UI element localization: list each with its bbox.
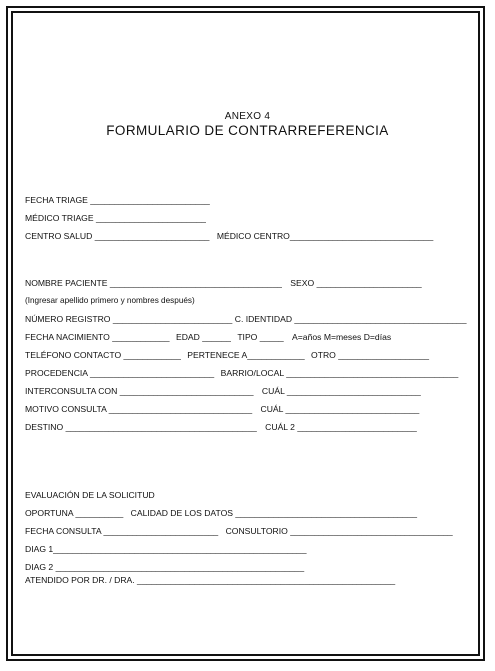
- cual-3-field[interactable]: CUÁL 2 _________________________: [265, 422, 417, 432]
- identidad-field[interactable]: C. IDENTIDAD ____________________________________: [234, 314, 467, 324]
- fecha-consulta-row: [25, 525, 453, 537]
- calidad-field[interactable]: CALIDAD DE LOS DATOS ______________________________________: [130, 508, 418, 518]
- apellido-note: [25, 295, 195, 307]
- barrio-field[interactable]: BARRIO/LOCAL ____________________________________: [220, 368, 459, 378]
- procedencia-field[interactable]: PROCEDENCIA __________________________: [25, 368, 215, 378]
- diag-1-row: [25, 543, 307, 555]
- motivo-field[interactable]: MOTIVO CONSULTA ______________________________: [25, 404, 253, 414]
- oportuna-row: [25, 507, 417, 519]
- tipo-field[interactable]: TIPO _____: [237, 332, 284, 342]
- numero-registro-field[interactable]: NÚMERO REGISTRO _________________________: [25, 314, 233, 324]
- procedencia-row: [25, 367, 458, 379]
- atendido-row: [25, 574, 395, 586]
- cual-2-field[interactable]: CUÁL ____________________________: [260, 404, 420, 414]
- consultorio-field[interactable]: CONSULTORIO __________________________________: [225, 526, 453, 536]
- annex-label: ANEXO 4: [224, 111, 271, 122]
- destino-row: [25, 421, 417, 433]
- tipo-legend: A=años M=meses D=días: [292, 332, 392, 342]
- interconsulta-field[interactable]: INTERCONSULTA CON ____________________________: [25, 386, 254, 396]
- otro-field[interactable]: OTRO ___________________: [311, 350, 430, 360]
- diag-2-field[interactable]: DIAG 2 ____________________________________________________: [25, 562, 305, 572]
- centro-salud-field[interactable]: CENTRO SALUD ________________________: [25, 231, 210, 241]
- atendido-field[interactable]: ATENDIDO POR DR. / DRA. ______________________________________________________: [25, 575, 396, 585]
- numero-registro-row: [25, 313, 466, 325]
- pertenece-field[interactable]: PERTENECE A____________: [187, 350, 305, 360]
- telefono-field[interactable]: TELÉFONO CONTACTO ____________: [25, 350, 181, 360]
- diag-1-field[interactable]: DIAG 1_____________________________________________________: [25, 544, 307, 554]
- medico-centro-field[interactable]: MÉDICO CENTRO______________________________: [216, 231, 434, 241]
- apellido-note-text: (Ingresar apellido primero y nombres después): [25, 296, 195, 305]
- edad-field[interactable]: EDAD ______: [175, 332, 231, 342]
- fecha-consulta-field[interactable]: FECHA CONSULTA ________________________: [25, 526, 219, 536]
- medico-triage-field[interactable]: MÉDICO TRIAGE _______________________: [25, 213, 206, 223]
- sexo-field[interactable]: SEXO ______________________: [290, 278, 422, 288]
- motivo-row: [25, 403, 419, 415]
- form-title: FORMULARIO DE CONTRARREFERENCIA: [106, 123, 389, 138]
- nombre-paciente-field[interactable]: NOMBRE PACIENTE ____________________________________: [25, 278, 282, 288]
- nombre-paciente-row: [25, 277, 422, 289]
- interconsulta-row: [25, 385, 421, 397]
- destino-field[interactable]: DESTINO ________________________________________: [25, 422, 257, 432]
- fecha-nacimiento-field[interactable]: FECHA NACIMIENTO ____________: [25, 332, 170, 342]
- centro-salud-row: [25, 230, 433, 242]
- cual-1-field[interactable]: CUÁL ____________________________: [261, 386, 421, 396]
- telefono-row: [25, 349, 429, 361]
- fecha-nacimiento-row: [25, 331, 391, 343]
- fecha-triage-field[interactable]: FECHA TRIAGE _________________________: [25, 195, 210, 205]
- diag-2-row: [25, 561, 304, 573]
- fecha-triage-row: [25, 194, 210, 206]
- oportuna-field[interactable]: OPORTUNA __________: [25, 508, 124, 518]
- medico-triage-row: [25, 212, 206, 224]
- evaluacion-heading-row: [25, 489, 155, 501]
- evaluacion-heading: EVALUACIÓN DE LA SOLICITUD: [25, 490, 155, 500]
